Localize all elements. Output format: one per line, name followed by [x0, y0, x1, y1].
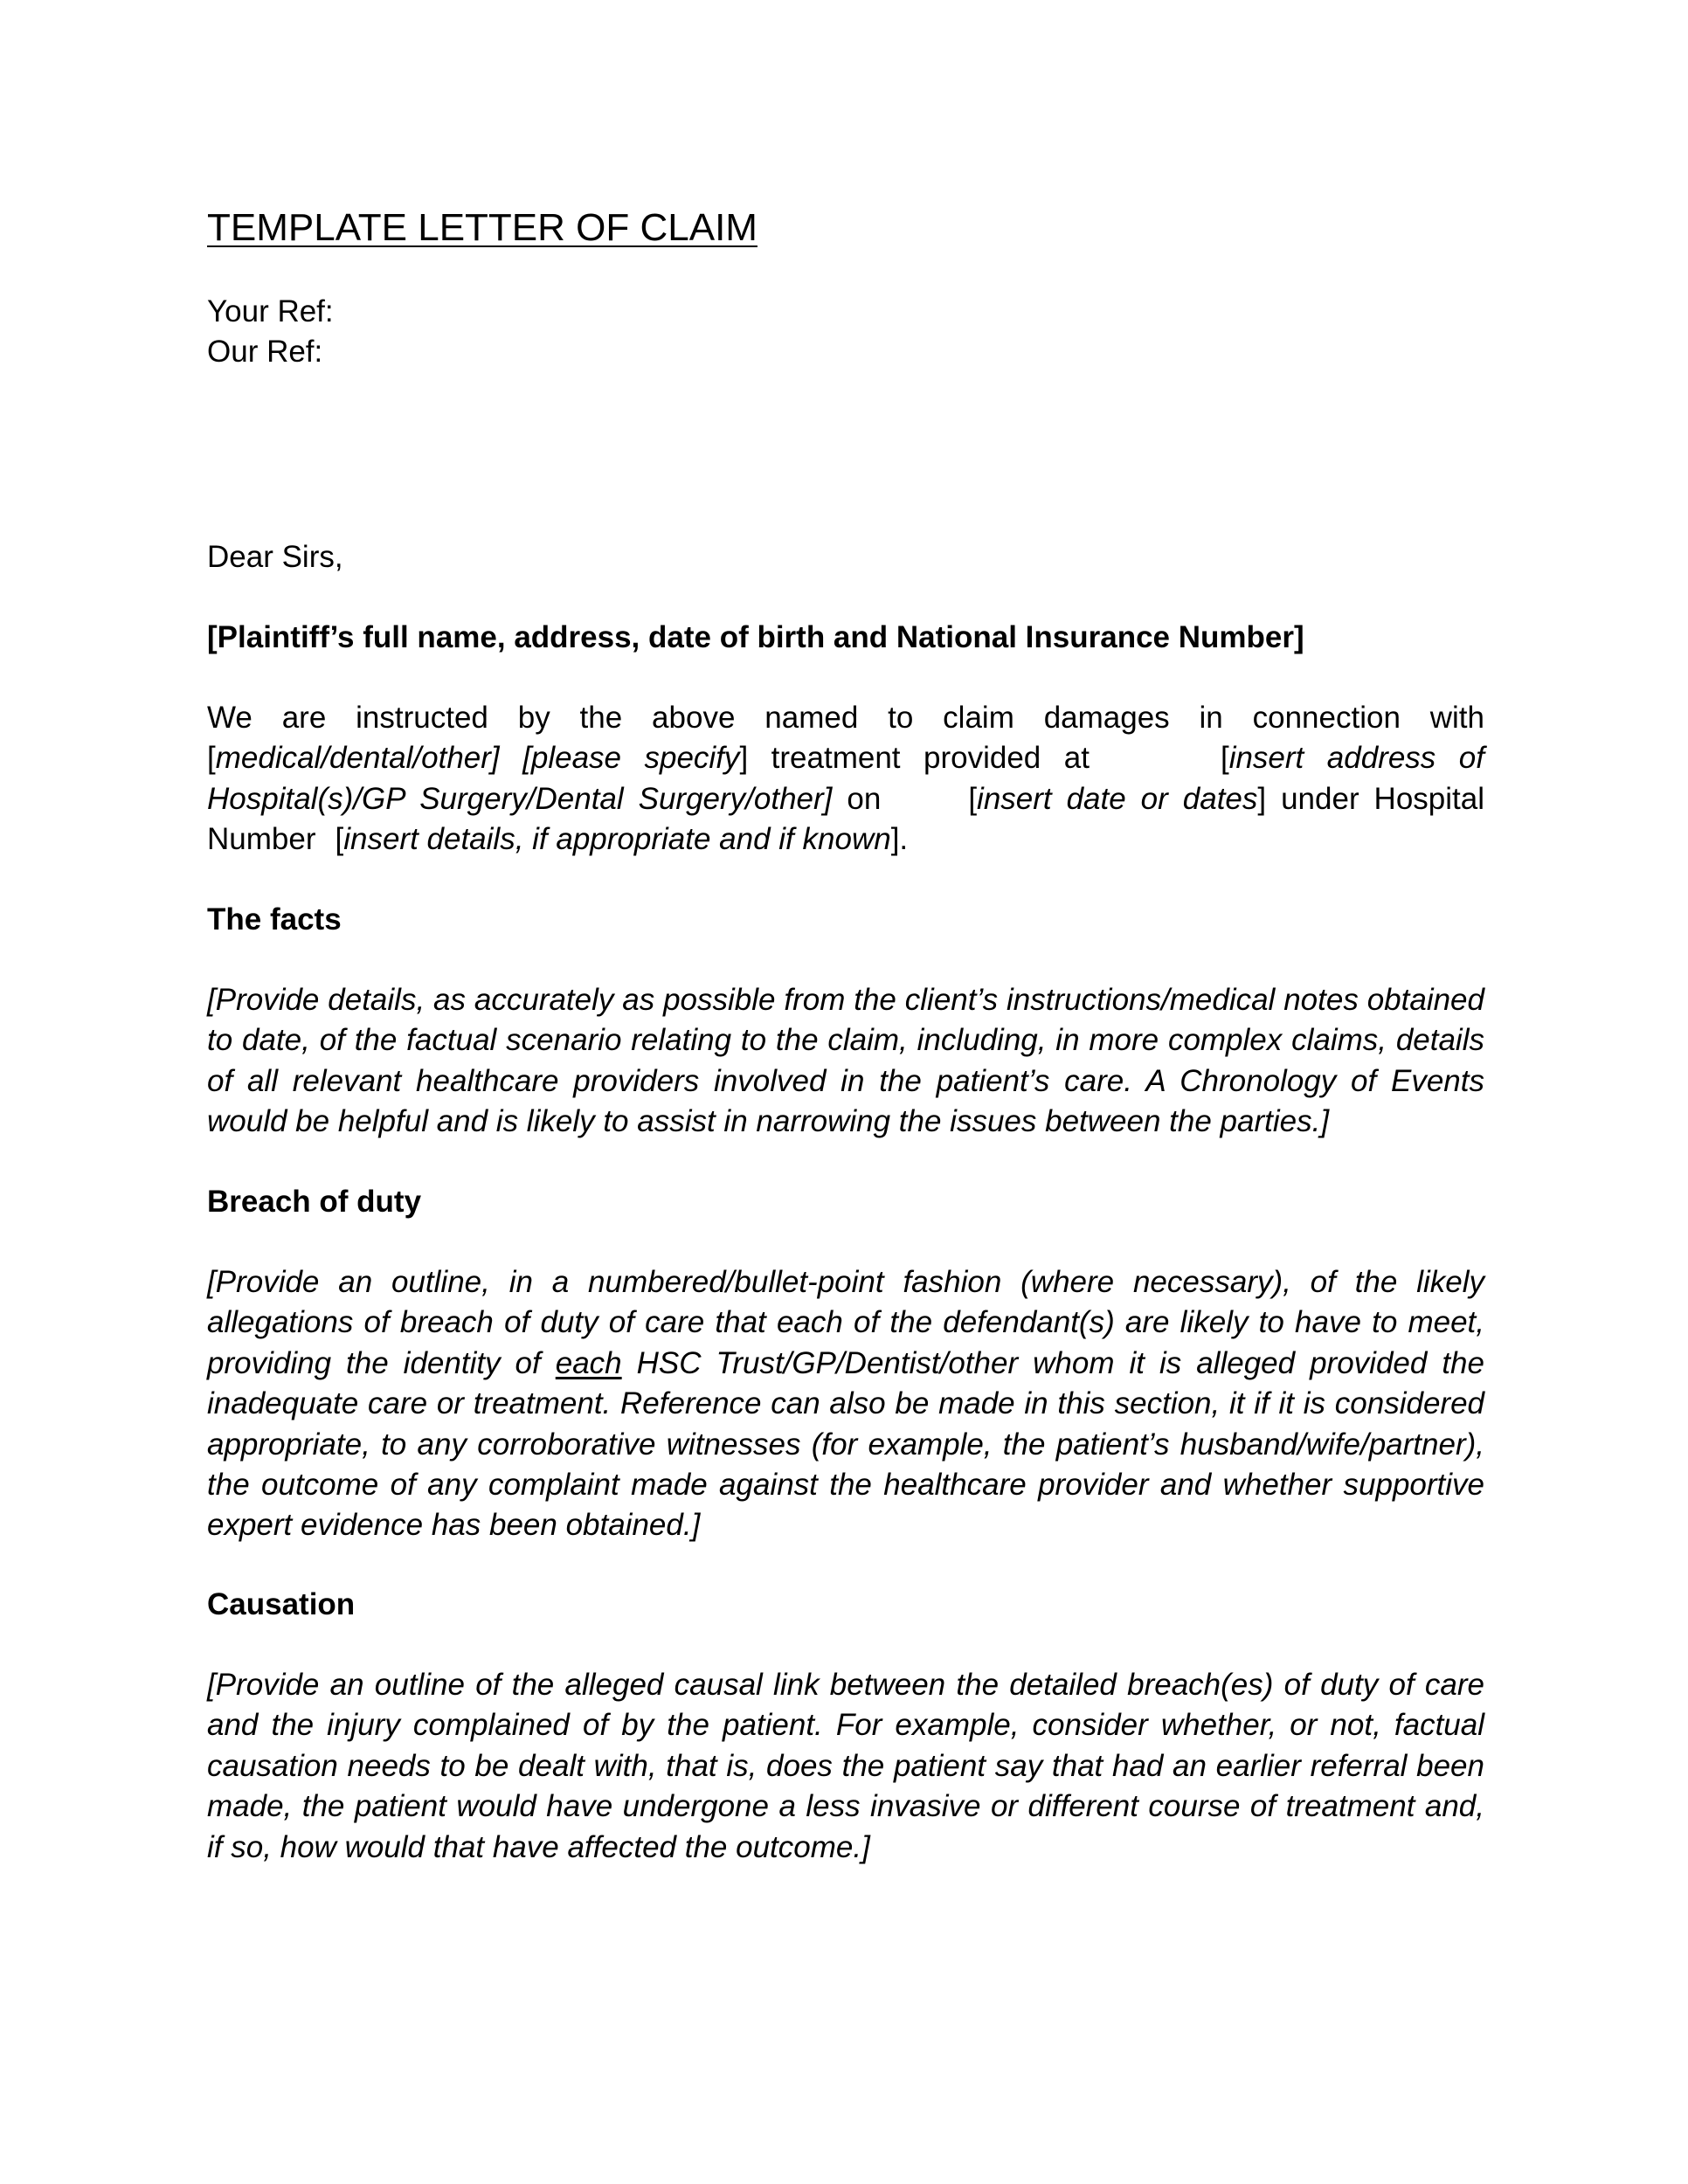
our-ref-label: Our Ref:: [207, 335, 323, 369]
causation-heading: Causation: [207, 1587, 356, 1621]
intro-line: Number [insert details, if appropriate and if known].: [207, 822, 909, 857]
causation-line: made, the patient would have undergone a less invasive or different course of treatment and,: [207, 1789, 1484, 1824]
your-ref-label: Your Ref:: [207, 294, 334, 328]
causation-line: causation needs to be dealt with, that is, does the patient say that had an earlier referral been: [207, 1748, 1484, 1783]
causation-paragraph: [207, 1665, 1484, 1868]
breach-line: providing the identity of each HSC Trust/GP/Dentist/other whom it is alleged provided the: [207, 1345, 1484, 1380]
intro-line: We are instructed by the above named to claim damages in connection with: [207, 701, 1484, 735]
breach-line: [Provide an outline, in a numbered/bullet-point fashion (where necessary), of the likely: [207, 1265, 1484, 1299]
facts-line: [Provide details, as accurately as possible from the client’s instructions/medical notes obtained: [207, 983, 1484, 1017]
breach-paragraph: [207, 1262, 1484, 1546]
subject-line: [Plaintiff’s full name, address, date of birth and National Insurance Number]: [207, 620, 1304, 654]
causation-line: [Provide an outline of the alleged causal link between the detailed breach(es) of duty of care: [207, 1668, 1484, 1702]
intro-line: [medical/dental/other] [please specify] treatment provided at [insert address of: [207, 741, 1484, 776]
facts-line: would be helpful and is likely to assist in narrowing the issues between the parties.]: [207, 1104, 1330, 1139]
emphasis-each: each: [555, 1345, 622, 1380]
facts-paragraph: [207, 980, 1484, 1143]
document-title: TEMPLATE LETTER OF CLAIM: [207, 206, 758, 249]
breach-heading: Breach of duty: [207, 1185, 422, 1219]
facts-line: of all relevant healthcare providers involved in the patient’s care. A Chronology of Events: [207, 1063, 1484, 1098]
breach-line: appropriate, to any corroborative witnesses (for example, the patient’s husband/wife/partner),: [207, 1427, 1484, 1462]
salutation: Dear Sirs,: [207, 540, 343, 574]
breach-line: expert evidence has been obtained.]: [207, 1508, 701, 1543]
breach-line: allegations of breach of duty of care that each of the defendant(s) are likely to have to meet,: [207, 1305, 1484, 1340]
facts-line: to date, of the factual scenario relating to the claim, including, in more complex claims, details: [207, 1023, 1484, 1058]
intro-line: Hospital(s)/GP Surgery/Dental Surgery/other] on [insert date or dates] under Hospital: [207, 781, 1485, 816]
causation-line: and the injury complained of by the patient. For example, consider whether, or not, factual: [207, 1708, 1484, 1743]
facts-heading: The facts: [207, 902, 342, 936]
causation-line: if so, how would that have affected the outcome.]: [207, 1829, 870, 1864]
breach-line: the outcome of any complaint made against the healthcare provider and whether supportive: [207, 1468, 1484, 1503]
intro-paragraph: [207, 698, 1484, 860]
breach-line: inadequate care or treatment. Reference can also be made in this section, it if it is considered: [207, 1386, 1484, 1421]
